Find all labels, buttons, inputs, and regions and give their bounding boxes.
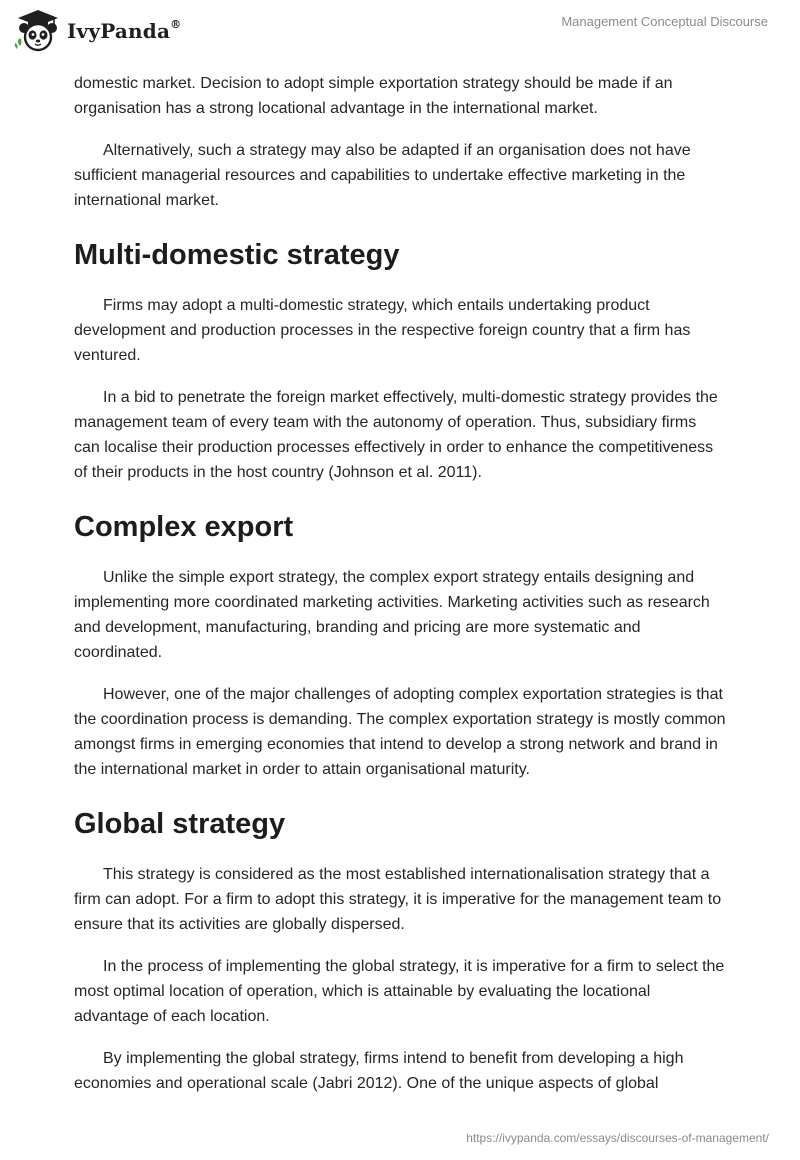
ivypanda-logo[interactable] [14, 8, 181, 54]
paragraph: In the process of implementing the global strategy, it is imperative for a firm to select the most optimal location of operation, which is attainable by evaluating the locational advantage of each location. [74, 958, 725, 1025]
section-heading-complex-export: Complex export [74, 511, 294, 543]
section-heading-global-strategy: Global strategy [74, 808, 286, 840]
paragraph: However, one of the major challenges of adopting complex exportation strategies is that the coordination process is demanding. The complex exportation strategy is mostly common amongst firms in emerging economies that intend to develop a strong network and brand in the international market in order to attain organisational maturity. [74, 686, 726, 778]
logo-wordmark [67, 19, 181, 43]
paragraph: Firms may adopt a multi-domestic strategy, which entails undertaking product development and production processes in the respective foreign country that a firm has ventured. [74, 297, 691, 364]
running-title: Management Conceptual Discourse [561, 14, 768, 29]
paragraph: This strategy is considered as the most established internationalisation strategy that a firm can adopt. For a firm to adopt this strategy, it is imperative for the management team to ensure that its activities are globally dispersed. [74, 866, 722, 933]
source-url[interactable]: https://ivypanda.com/essays/discourses-of-management/ [466, 1131, 769, 1145]
paragraph: Alternatively, such a strategy may also be adapted if an organisation does not have sufficient managerial resources and capabilities to undertake effective marketing in the international market. [74, 142, 691, 209]
section-heading-multi-domestic: Multi-domestic strategy [74, 239, 400, 271]
paragraph: In a bid to penetrate the foreign market effectively, multi-domestic strategy provides the management team of every team with the autonomy of operation. Thus, subsidiary firms can localise their production processes effectively in order to enhance the competitiveness of their products in the host country (Johnson et al. 2011). [74, 389, 718, 481]
essay-body [74, 71, 726, 1113]
page-header [0, 0, 800, 66]
paragraph: Unlike the simple export strategy, the complex export strategy entails designing and implementing more coordinated marketing activities. Marketing activities such as research and development, manufacturing, branding and pricing are more systematic and coordinated. [74, 569, 710, 661]
registered-mark: ® [170, 18, 182, 32]
panda-graduate-icon [14, 8, 62, 54]
logo-text: IvyPanda [67, 19, 171, 43]
paragraph: domestic market. Decision to adopt simple exportation strategy should be made if an organisation has a strong locational advantage in the international market. [74, 75, 673, 117]
paragraph: By implementing the global strategy, firms intend to benefit from developing a high economies and operational scale (Jabri 2012). One of the unique aspects of global [74, 1050, 684, 1092]
